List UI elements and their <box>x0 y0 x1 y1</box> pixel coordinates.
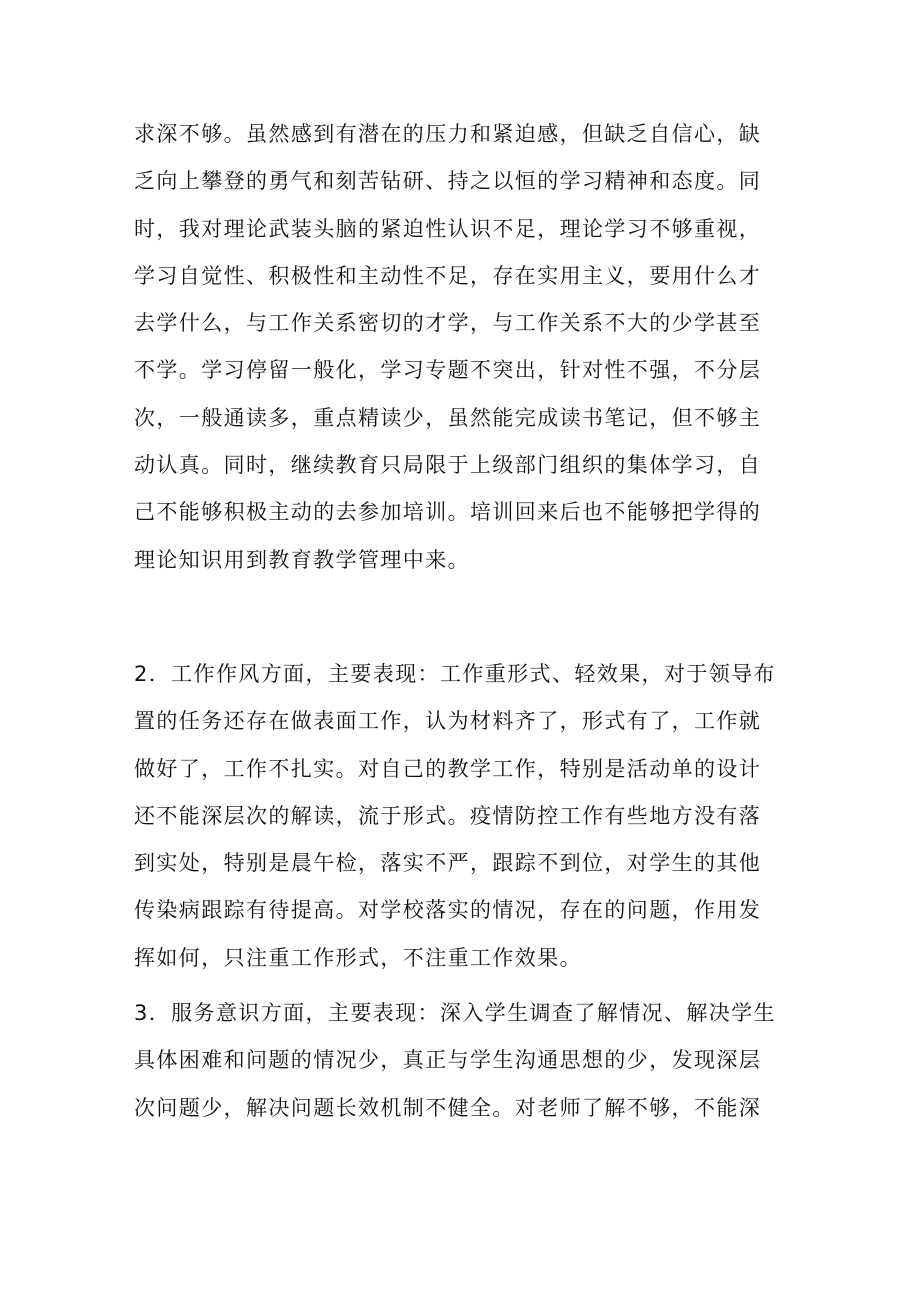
text-line: 次问题少，解决问题长效机制不健全。对老师了解不够，不能深 <box>134 1095 762 1120</box>
paragraph-study-attitude <box>134 111 794 584</box>
text-line: 置的任务还存在做表面工作，认为材料齐了，形式有了，工作就 <box>134 709 762 734</box>
text-line: 3．服务意识方面，主要表现：深入学生调查了解情况、解决学生 <box>134 1001 776 1025</box>
text-line: 去学什么，与工作关系密切的才学，与工作关系不大的少学甚至 <box>134 311 762 336</box>
paragraph-service-awareness <box>134 990 794 1132</box>
text-line: 到实处，特别是晨午检，落实不严，跟踪不到位，对学生的其他 <box>134 851 762 876</box>
text-line: 次，一般通读多，重点精读少，虽然能完成读书笔记，但不够主 <box>134 405 762 430</box>
text-line: 做好了，工作不扎实。对自己的教学工作，特别是活动单的设计 <box>134 756 762 781</box>
text-line: 乏向上攀登的勇气和刻苦钻研、持之以恒的学习精神和态度。同 <box>134 169 762 194</box>
text-line: 时，我对理论武装头脑的紧迫性认识不足，理论学习不够重视， <box>134 216 762 241</box>
text-line: 不学。学习停留一般化，学习专题不突出，针对性不强，不分层 <box>134 358 762 383</box>
text-line: 求深不够。虽然感到有潜在的压力和紧迫感，但缺乏自信心，缺 <box>134 122 762 146</box>
text-line: 挥如何，只注重工作形式，不注重工作效果。 <box>134 945 582 970</box>
text-line: 2．工作作风方面，主要表现：工作重形式、轻效果，对于领导布 <box>134 662 776 686</box>
text-line: 传染病跟踪有待提高。对学校落实的情况，存在的问题，作用发 <box>134 898 762 923</box>
text-line: 具体困难和问题的情况少，真正与学生沟通思想的少，发现深层 <box>134 1048 762 1073</box>
text-line: 学习自觉性、积极性和主动性不足，存在实用主义，要用什么才 <box>134 263 762 288</box>
text-line: 还不能深层次的解读，流于形式。疫情防控工作有些地方没有落 <box>134 803 762 828</box>
text-line: 理论知识用到教育教学管理中来。 <box>134 547 470 572</box>
text-line: 己不能够积极主动的去参加培训。培训回来后也不能够把学得的 <box>134 500 762 525</box>
paragraph-work-style <box>134 651 794 982</box>
text-line: 动认真。同时，继续教育只局限于上级部门组织的集体学习，自 <box>134 453 762 478</box>
